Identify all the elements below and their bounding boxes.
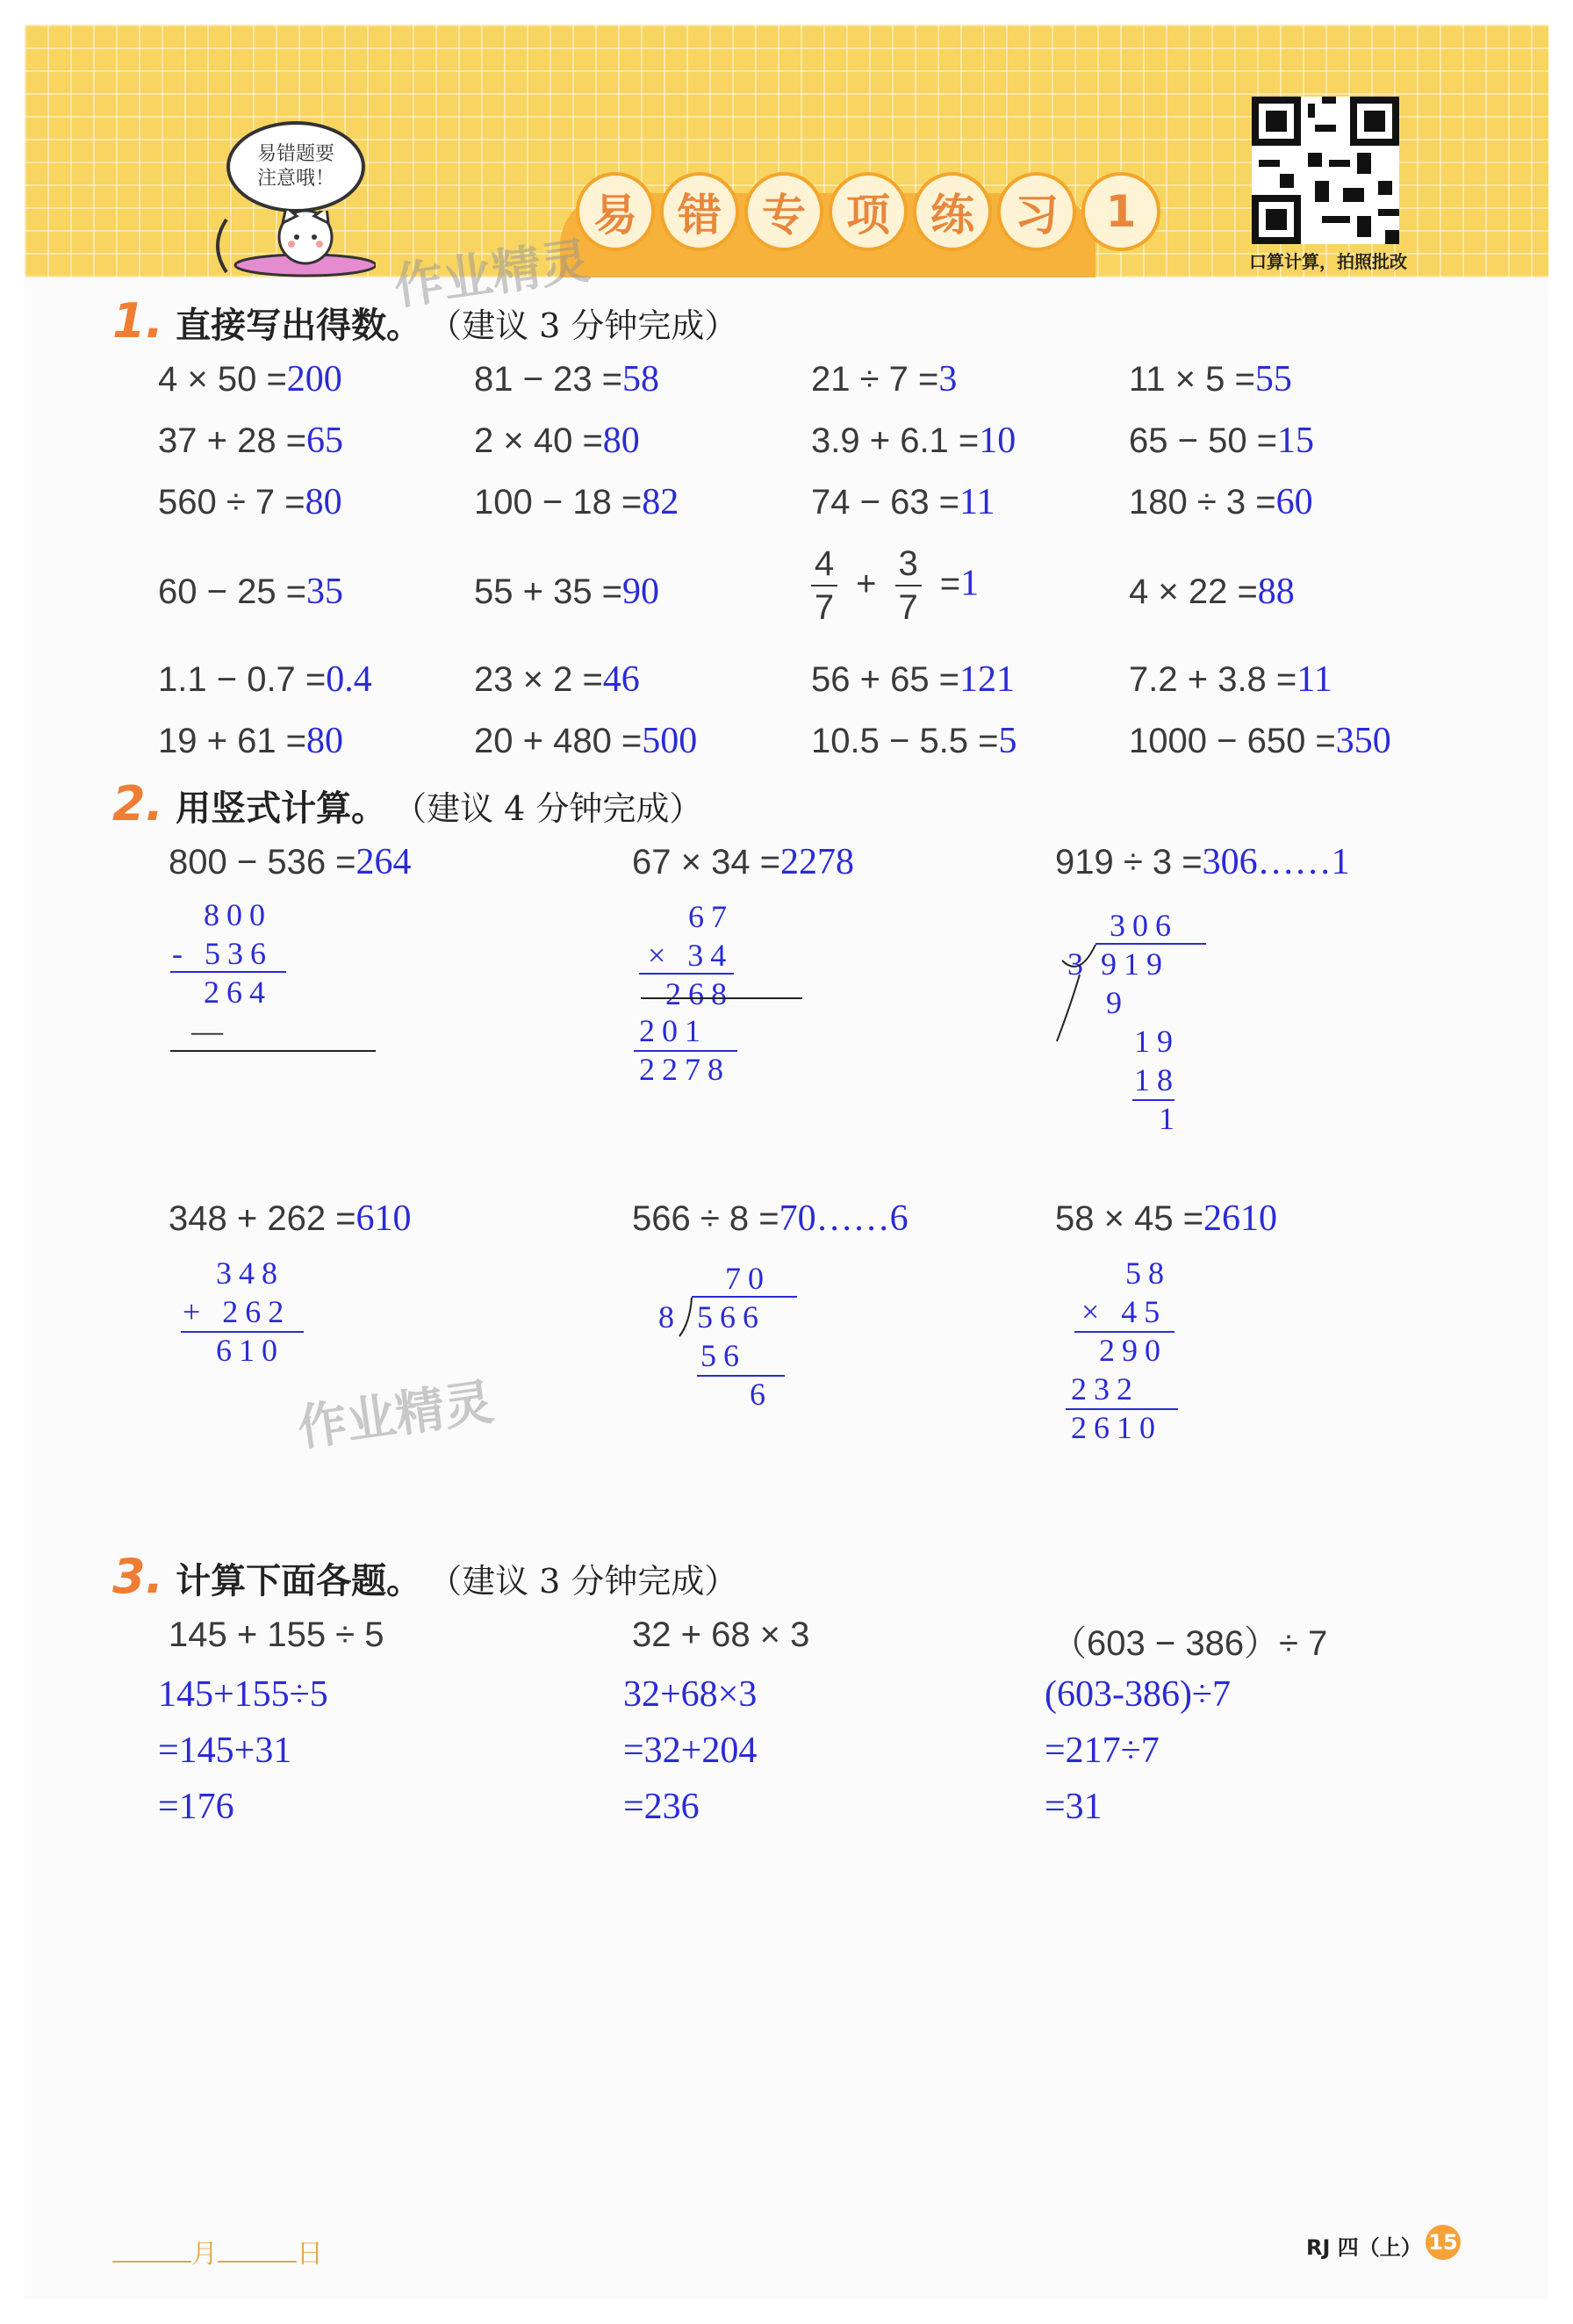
oral-item: 1000 − 650 =350 [1129,721,1391,761]
watermark: 作业精灵 [391,232,594,317]
section-number: 1. [112,293,164,349]
section-1-heading [112,293,737,349]
solution-step: =236 [623,1787,700,1827]
section-number: 2. [112,776,164,831]
work-line: 67 [688,899,734,934]
oral-item: 7.2 + 3.8 =11 [1129,659,1332,700]
oral-item: 37 + 28 =65 [158,421,344,461]
solution-step: 145+155÷5 [158,1674,328,1715]
header-banner [25,25,1548,317]
work-line: 201 [639,1013,707,1048]
book-label: RJ 四（上） [1306,2235,1422,2260]
oral-item: 19 + 61 =80 [158,721,344,761]
page-title [576,172,1160,251]
work-line: 19 [1134,1024,1180,1059]
oral-item: 2 × 40 =80 [474,421,640,461]
oral-item: 55 + 35 =90 [474,572,660,612]
vertical-problem: 348 + 262 =610 [169,1198,412,1239]
oral-item: 10.5 − 5.5 =5 [811,721,1017,761]
title-char: 练 [913,172,992,251]
work-line: 290 [1099,1333,1167,1368]
work-line: 566 [697,1299,765,1335]
speech-bubble [226,121,365,212]
division-bracket-icon [1053,943,1097,1048]
oral-item: 56 + 65 =121 [811,659,1016,700]
oral-item: 74 − 63 =11 [811,482,995,522]
cat-mascot-icon [209,211,376,277]
oral-item: 23 × 2 =46 [474,659,640,700]
oral-item: 11 × 5 =55 [1129,359,1292,399]
work-line: 306 [1110,908,1178,943]
section-title: 用竖式计算。 [176,788,387,829]
work-line: 3 [1067,946,1090,982]
work-line: — [191,1013,230,1048]
fraction: $\frac{3}{7}$ [895,543,922,629]
work-line: 264 [204,975,272,1010]
rule-line [170,1050,376,1052]
section-hint: （建议 3 分钟完成） [428,306,738,345]
oral-item: 4 × 50 =200 [158,359,342,399]
title-char: 1 [1081,172,1160,251]
mixed-problem: 32 + 68 × 3 [632,1615,810,1654]
work-line: × 45 [1081,1294,1167,1329]
solution-step: (603-386)÷7 [1045,1674,1232,1715]
work-line: - 536 [172,936,273,971]
bubble-line: 注意哦！ [256,168,334,190]
vertical-problem: 800 − 536 =264 [169,842,412,882]
qr-code-icon[interactable] [1252,97,1399,244]
page-number: 15 [1426,2225,1461,2260]
section-title: 直接写出得数。 [176,306,422,346]
vertical-problem: 67 × 34 =2278 [632,842,855,882]
oral-item: 60 − 25 =35 [158,572,344,612]
solution-step: 32+68×3 [623,1674,758,1715]
division-bracket-icon [678,1296,695,1338]
oral-item: 1.1 − 0.7 =0.4 [158,659,372,700]
work-line: 800 [204,897,272,932]
work-line: 56 [700,1338,746,1373]
vertical-problem: 58 × 45 =2610 [1055,1198,1278,1239]
section-hint: （建议 4 分钟完成） [393,789,703,828]
work-line: 268 [665,976,734,1011]
work-line: 8 [658,1299,681,1335]
bubble-line: 易错题要 [256,143,334,165]
work-line: 70 [725,1261,771,1296]
title-char: 易 [576,172,655,251]
mixed-problem: 145 + 155 ÷ 5 [169,1615,384,1654]
fraction: $\frac{4}{7}$ [811,543,837,629]
work-line: 610 [216,1333,284,1368]
oral-item-fraction: $\frac{4}{7}$ + $\frac{3}{7}$ =1 [811,543,979,629]
solution-step: =176 [158,1787,234,1827]
oral-item: 21 ÷ 7 =3 [811,359,958,399]
month-label: 月 [191,2239,218,2270]
work-line: 2278 [639,1052,730,1087]
title-char: 错 [660,172,739,251]
oral-item: 4 × 22 =88 [1129,572,1295,612]
oral-item: 100 − 18 =82 [474,482,679,522]
solution-step: =145+31 [158,1730,292,1771]
title-char: 项 [829,172,908,251]
solution-step: =217÷7 [1045,1730,1160,1771]
work-line: × 34 [648,938,734,973]
vertical-problem: 566 ÷ 8 =70……6 [632,1198,909,1239]
work-line: 9 [1106,985,1129,1020]
work-line: 18 [1134,1062,1180,1097]
section-3-heading [112,1549,737,1604]
work-line: + 262 [183,1294,291,1329]
mixed-problem: （603 − 386）÷ 7 [1052,1624,1328,1663]
title-char: 习 [997,172,1076,251]
title-char: 专 [744,172,823,251]
work-line: 58 [1125,1256,1171,1291]
work-line: 348 [216,1256,284,1291]
oral-item: 81 − 23 =58 [474,359,660,399]
section-title: 计算下面各题。 [176,1561,422,1601]
solution-step: =31 [1045,1787,1103,1827]
day-label: 日 [297,2239,323,2270]
section-hint: （建议 3 分钟完成） [428,1562,738,1601]
work-line: 919 [1101,946,1169,982]
solution-step: =32+204 [623,1730,758,1771]
rule-line [641,997,802,999]
work-line: 2610 [1071,1410,1162,1445]
qr-caption: 口算计算，拍照批改 [1249,251,1407,272]
oral-item: 65 − 50 =15 [1129,421,1315,461]
worksheet-page [25,25,1548,2299]
work-line: 1 [1159,1101,1182,1136]
section-2-heading [112,776,702,831]
date-field[interactable] [112,2232,323,2270]
section-number: 3. [112,1549,164,1604]
oral-item: 560 ÷ 7 =80 [158,482,342,522]
oral-item: 3.9 + 6.1 =10 [811,421,1016,461]
work-line: 232 [1071,1371,1139,1407]
watermark: 作业精灵 [294,1373,498,1458]
vertical-problem: 919 ÷ 3 =306……1 [1055,842,1350,882]
oral-item: 180 ÷ 3 =60 [1129,482,1313,522]
oral-item: 20 + 480 =500 [474,721,698,761]
work-line: 6 [750,1377,772,1412]
